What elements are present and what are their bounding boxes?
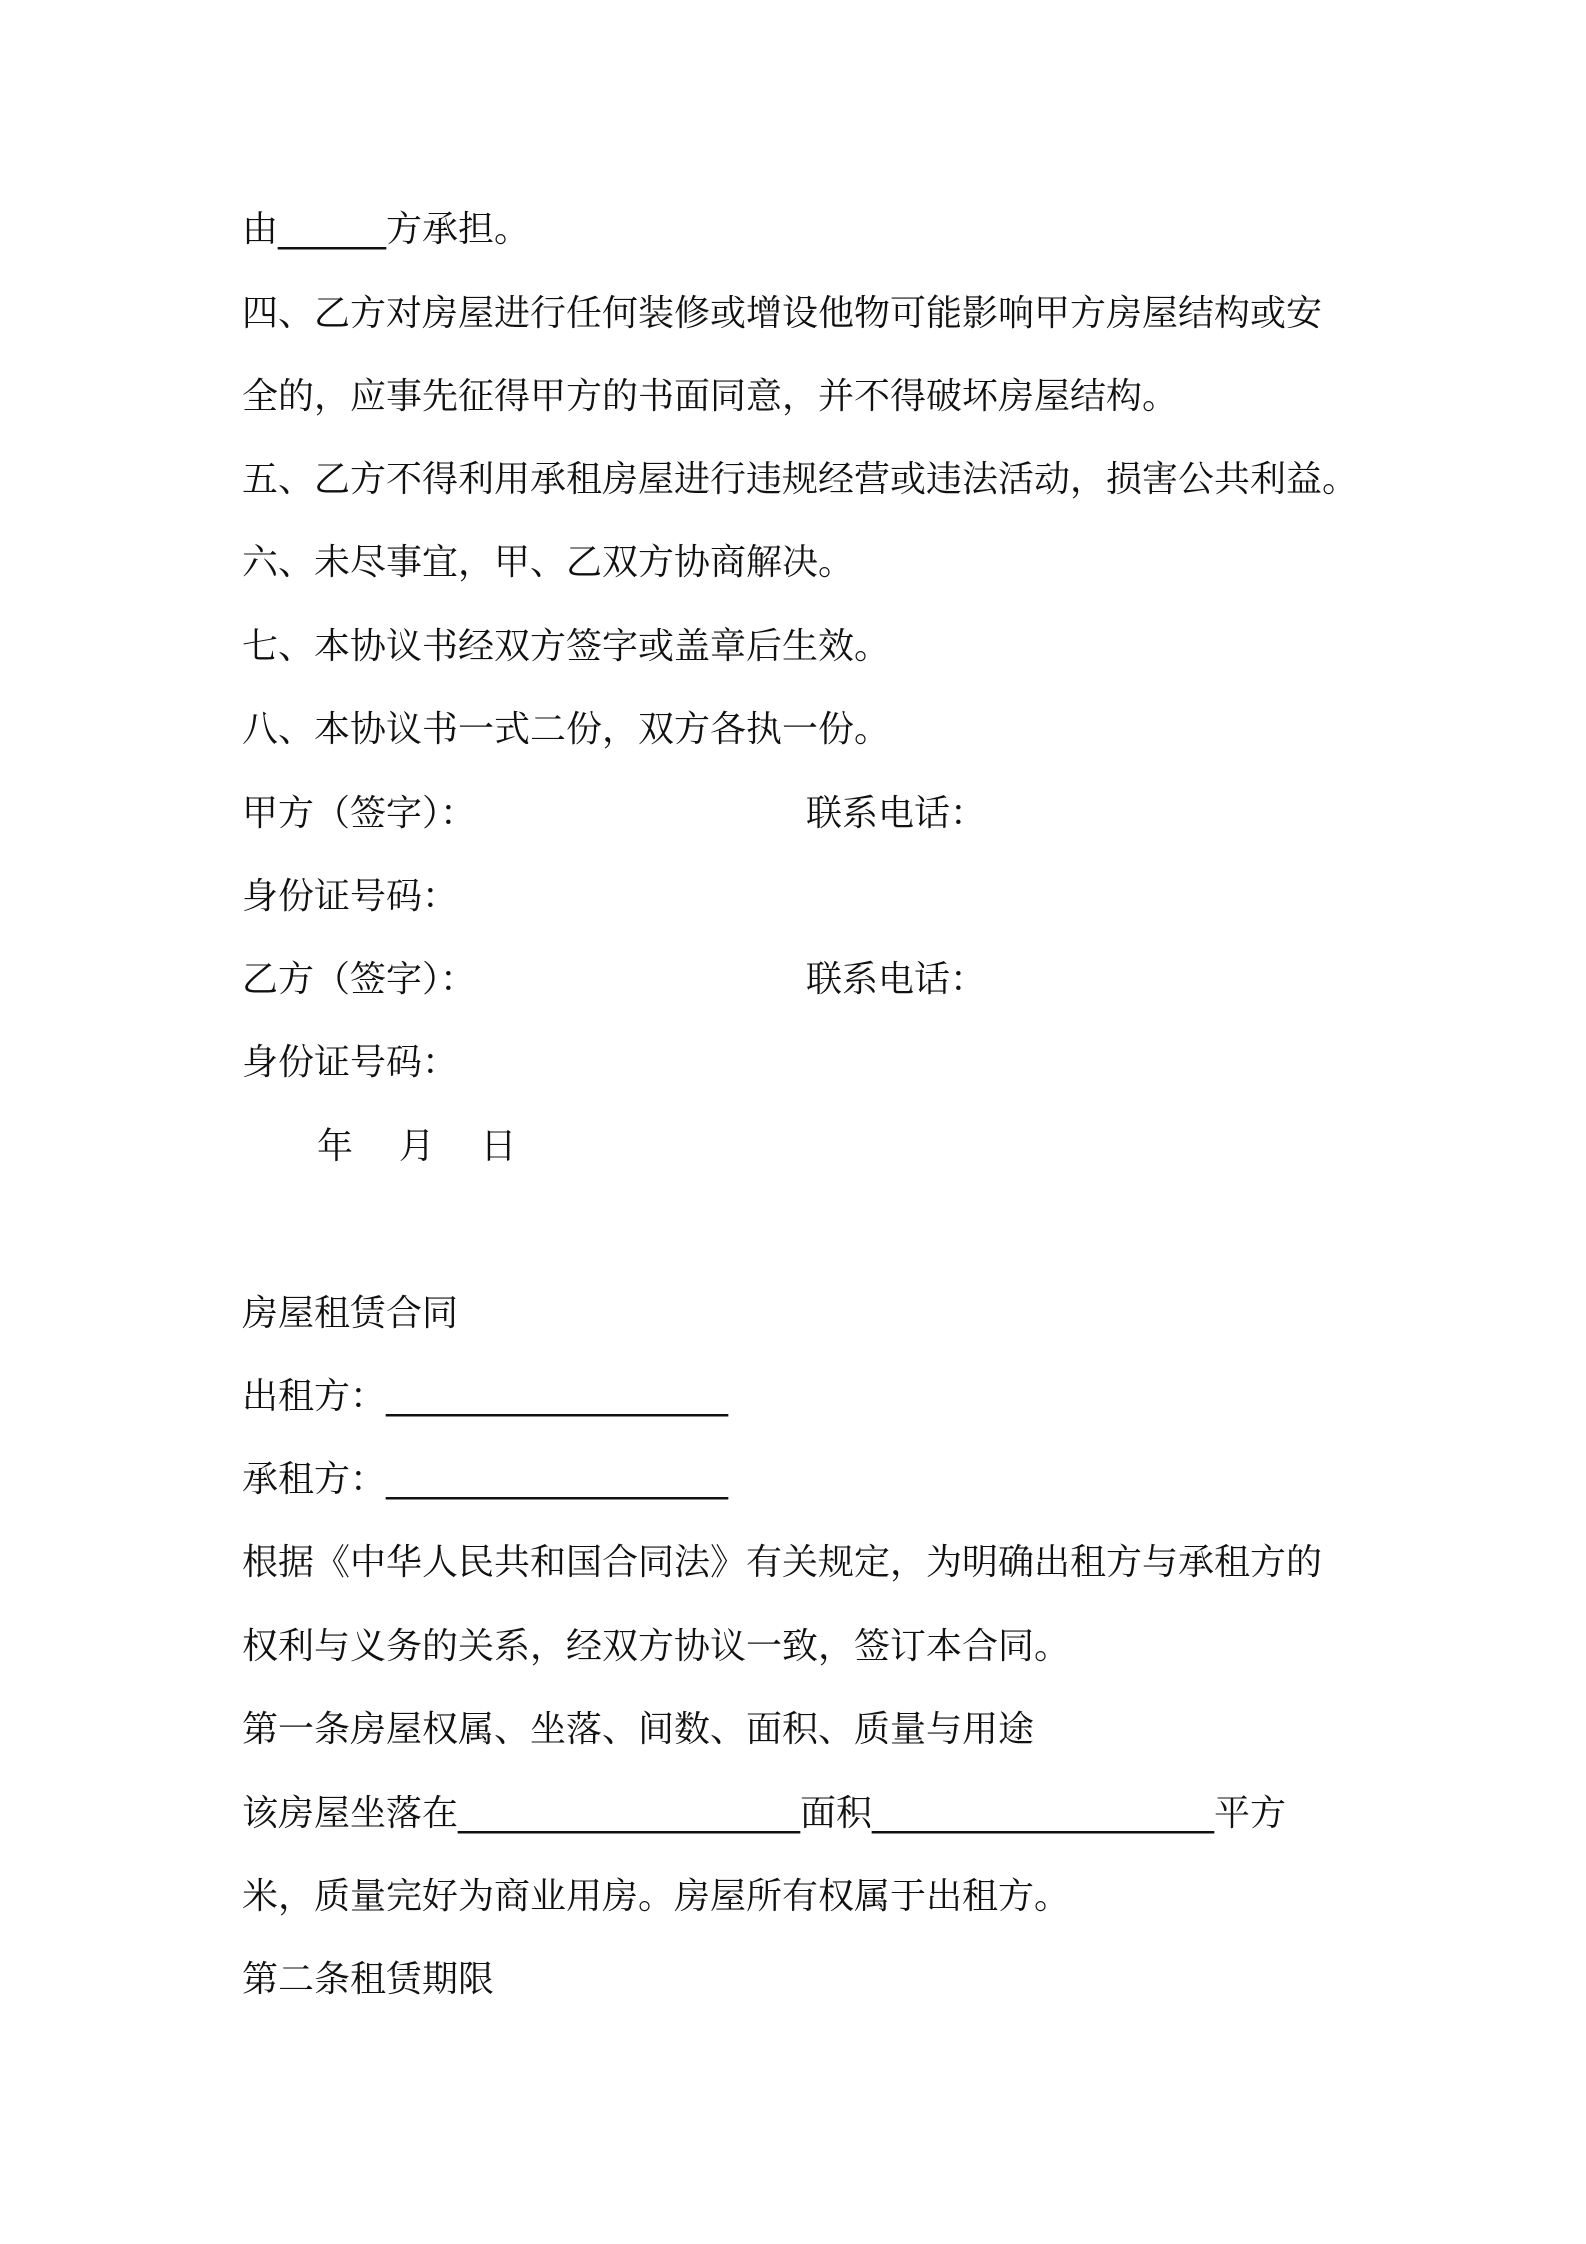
clause-4-line-2: 全的，应事先征得甲方的书面同意，并不得破坏房屋结构。 — [242, 376, 1179, 417]
contract-title: 房屋租赁合同 — [242, 1293, 459, 1334]
article-1-line-2: 米，质量完好为商业用房。房屋所有权属于出租方。 — [242, 1876, 1071, 1917]
intro-line-1: 根据《中华人民共和国合同法》有关规定，为明确出租方与承租方的 — [242, 1542, 1323, 1583]
intro-line-2: 权利与义务的关系，经双方协议一致，签订本合同。 — [242, 1626, 1071, 1667]
lessor-line: 出租方：___________________ — [242, 1376, 729, 1417]
clause-8: 八、本协议书一式二份，双方各执一份。 — [242, 709, 891, 750]
article-2-title: 第二条租赁期限 — [242, 1959, 495, 2000]
party-b-phone-label: 联系电话： — [806, 959, 987, 1000]
article-1-title: 第一条房屋权属、坐落、间数、面积、质量与用途 — [242, 1709, 1035, 1750]
clause-4-line-1: 四、乙方对房屋进行任何装修或增设他物可能影响甲方房屋结构或安 — [242, 293, 1323, 334]
clause-tail-line: 由______方承担。 — [242, 209, 531, 250]
clause-5: 五、乙方不得利用承租房屋进行违规经营或违法活动，损害公共利益。 — [242, 459, 1359, 500]
clause-6: 六、未尽事宜，甲、乙双方协商解决。 — [242, 542, 855, 583]
article-1-line-1: 该房屋坐落在___________________面积___________________平方 — [242, 1793, 1287, 1834]
party-a-id-label: 身份证号码： — [242, 876, 459, 917]
date-line: 年 月 日 — [317, 1126, 517, 1167]
party-a-sign-label: 甲方（签字）： — [242, 793, 477, 834]
party-b-sign-label: 乙方（签字）： — [242, 959, 477, 1000]
party-b-id-label: 身份证号码： — [242, 1042, 459, 1083]
lessee-line: 承租方：___________________ — [242, 1459, 729, 1500]
clause-7: 七、本协议书经双方签字或盖章后生效。 — [242, 626, 891, 667]
party-a-phone-label: 联系电话： — [806, 793, 987, 834]
